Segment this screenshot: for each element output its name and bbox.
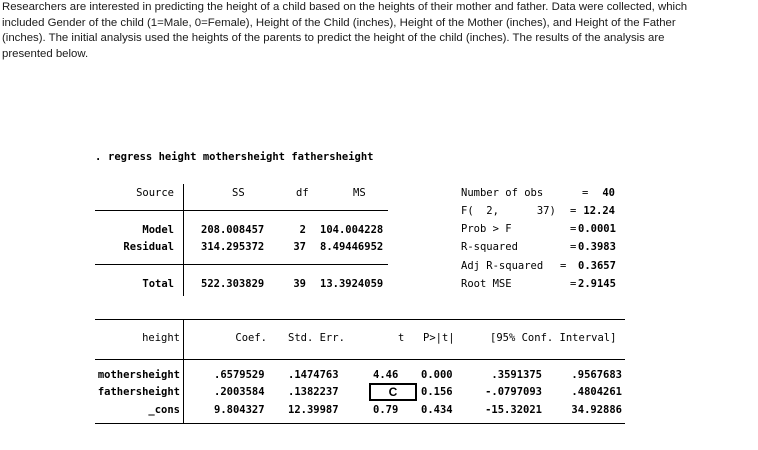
stat-label: R-squared [461,241,518,253]
anova-header-df: df [296,187,309,199]
coef-row-t: 0.79 [373,404,399,416]
coef-row-var: mothersheight [97,369,180,381]
anova-total-source: Total [142,278,174,290]
anova-row-df: 37 [293,241,306,253]
intro-line: presented below. [2,47,89,60]
coef-row-coef: 9.804327 [214,404,265,416]
coef-column-divider [183,319,184,423]
stat-value: 40 [602,187,615,199]
coef-row-t: 4.46 [373,369,399,381]
anova-row-source: Model [142,224,174,236]
anova-row-source: Residual [123,241,174,253]
coef-row-var: _cons [148,404,180,416]
coef-row-var: fathersheight [97,386,180,398]
anova-total-rule [95,264,388,265]
anova-header-rule [95,210,388,211]
coef-row-se: .1474763 [288,369,339,381]
stat-value: 2.9145 [578,278,616,290]
stat-equals: = [570,241,577,253]
coef-header-coef: Coef. [235,332,267,344]
coef-row-coef: .2003584 [214,386,265,398]
command-text: regress height mothersheight fathersheight [108,151,374,163]
answer-box-c: C [369,383,417,401]
stat-label: Prob > F [461,223,512,235]
stat-equals: = [570,278,577,290]
anova-total-df: 39 [293,278,306,290]
stat-value: 12.24 [583,205,615,217]
anova-header-ms: MS [353,187,366,199]
coef-row-ci-high: .4804261 [571,386,622,398]
command-prompt: . [95,151,102,163]
intro-line: (inches). The initial analysis used the heights of the parents to predict the height of the child (inches). The results of the analysis are [2,32,665,44]
anova-total-ss: 522.303829 [201,278,265,290]
coef-row-p: 0.156 [421,386,453,398]
coef-row-ci-low: -.0797093 [485,386,542,398]
coef-row-coef: .6579529 [214,369,265,381]
coef-bottom-rule [95,423,625,424]
coef-row-p: 0.000 [421,369,453,381]
coef-row-ci-low: .3591375 [491,369,542,381]
stat-value: 0.0001 [578,223,616,235]
coef-top-rule [95,319,625,320]
anova-row-ss: 314.295372 [201,241,265,253]
intro-line: included Gender of the child (1=Male, 0=Female), Height of the Child (inches), Height of the Mother (inches), and Height of the Father [2,16,676,29]
anova-header-source: Source [136,187,174,199]
anova-total-ms: 13.3924059 [320,278,384,290]
coef-header-rule [95,359,625,360]
coef-row-se: 12.39987 [288,404,339,416]
coef-header-se: Std. Err. [288,332,345,344]
coef-row-p: 0.434 [421,404,453,416]
stat-value: 0.3983 [578,241,616,253]
stat-equals: = [582,187,589,199]
anova-column-divider [183,184,184,296]
stat-equals: = [560,260,567,272]
stat-label: Number of obs [461,187,544,199]
anova-row-ss: 208.008457 [201,224,265,236]
coef-header-p: P>|t| [423,332,455,344]
coef-row-ci-high: .9567683 [571,369,622,381]
stat-label: Adj R-squared [461,260,544,272]
stat-equals: = [570,223,577,235]
anova-row-df: 2 [299,224,306,236]
anova-header-ss: SS [232,187,245,199]
stat-label: F( 2, 37) [461,205,556,217]
anova-row-ms: 8.49446952 [320,241,384,253]
coef-header-ci: [95% Conf. Interval] [490,332,617,344]
stat-equals: = [570,205,577,217]
intro-line: Researchers are interested in predicting the height of a child based on the heights of their mother and father. Data were collected, which [2,1,688,13]
coef-row-ci-low: -15.32021 [485,404,542,416]
coef-row-ci-high: 34.92886 [571,404,622,416]
anova-row-ms: 104.004228 [320,224,384,236]
coef-header-t: t [398,332,405,344]
coef-row-se: .1382237 [288,386,339,398]
stat-value: 0.3657 [578,260,616,272]
stat-label: Root MSE [461,278,512,290]
coef-header-var: height [142,332,180,344]
